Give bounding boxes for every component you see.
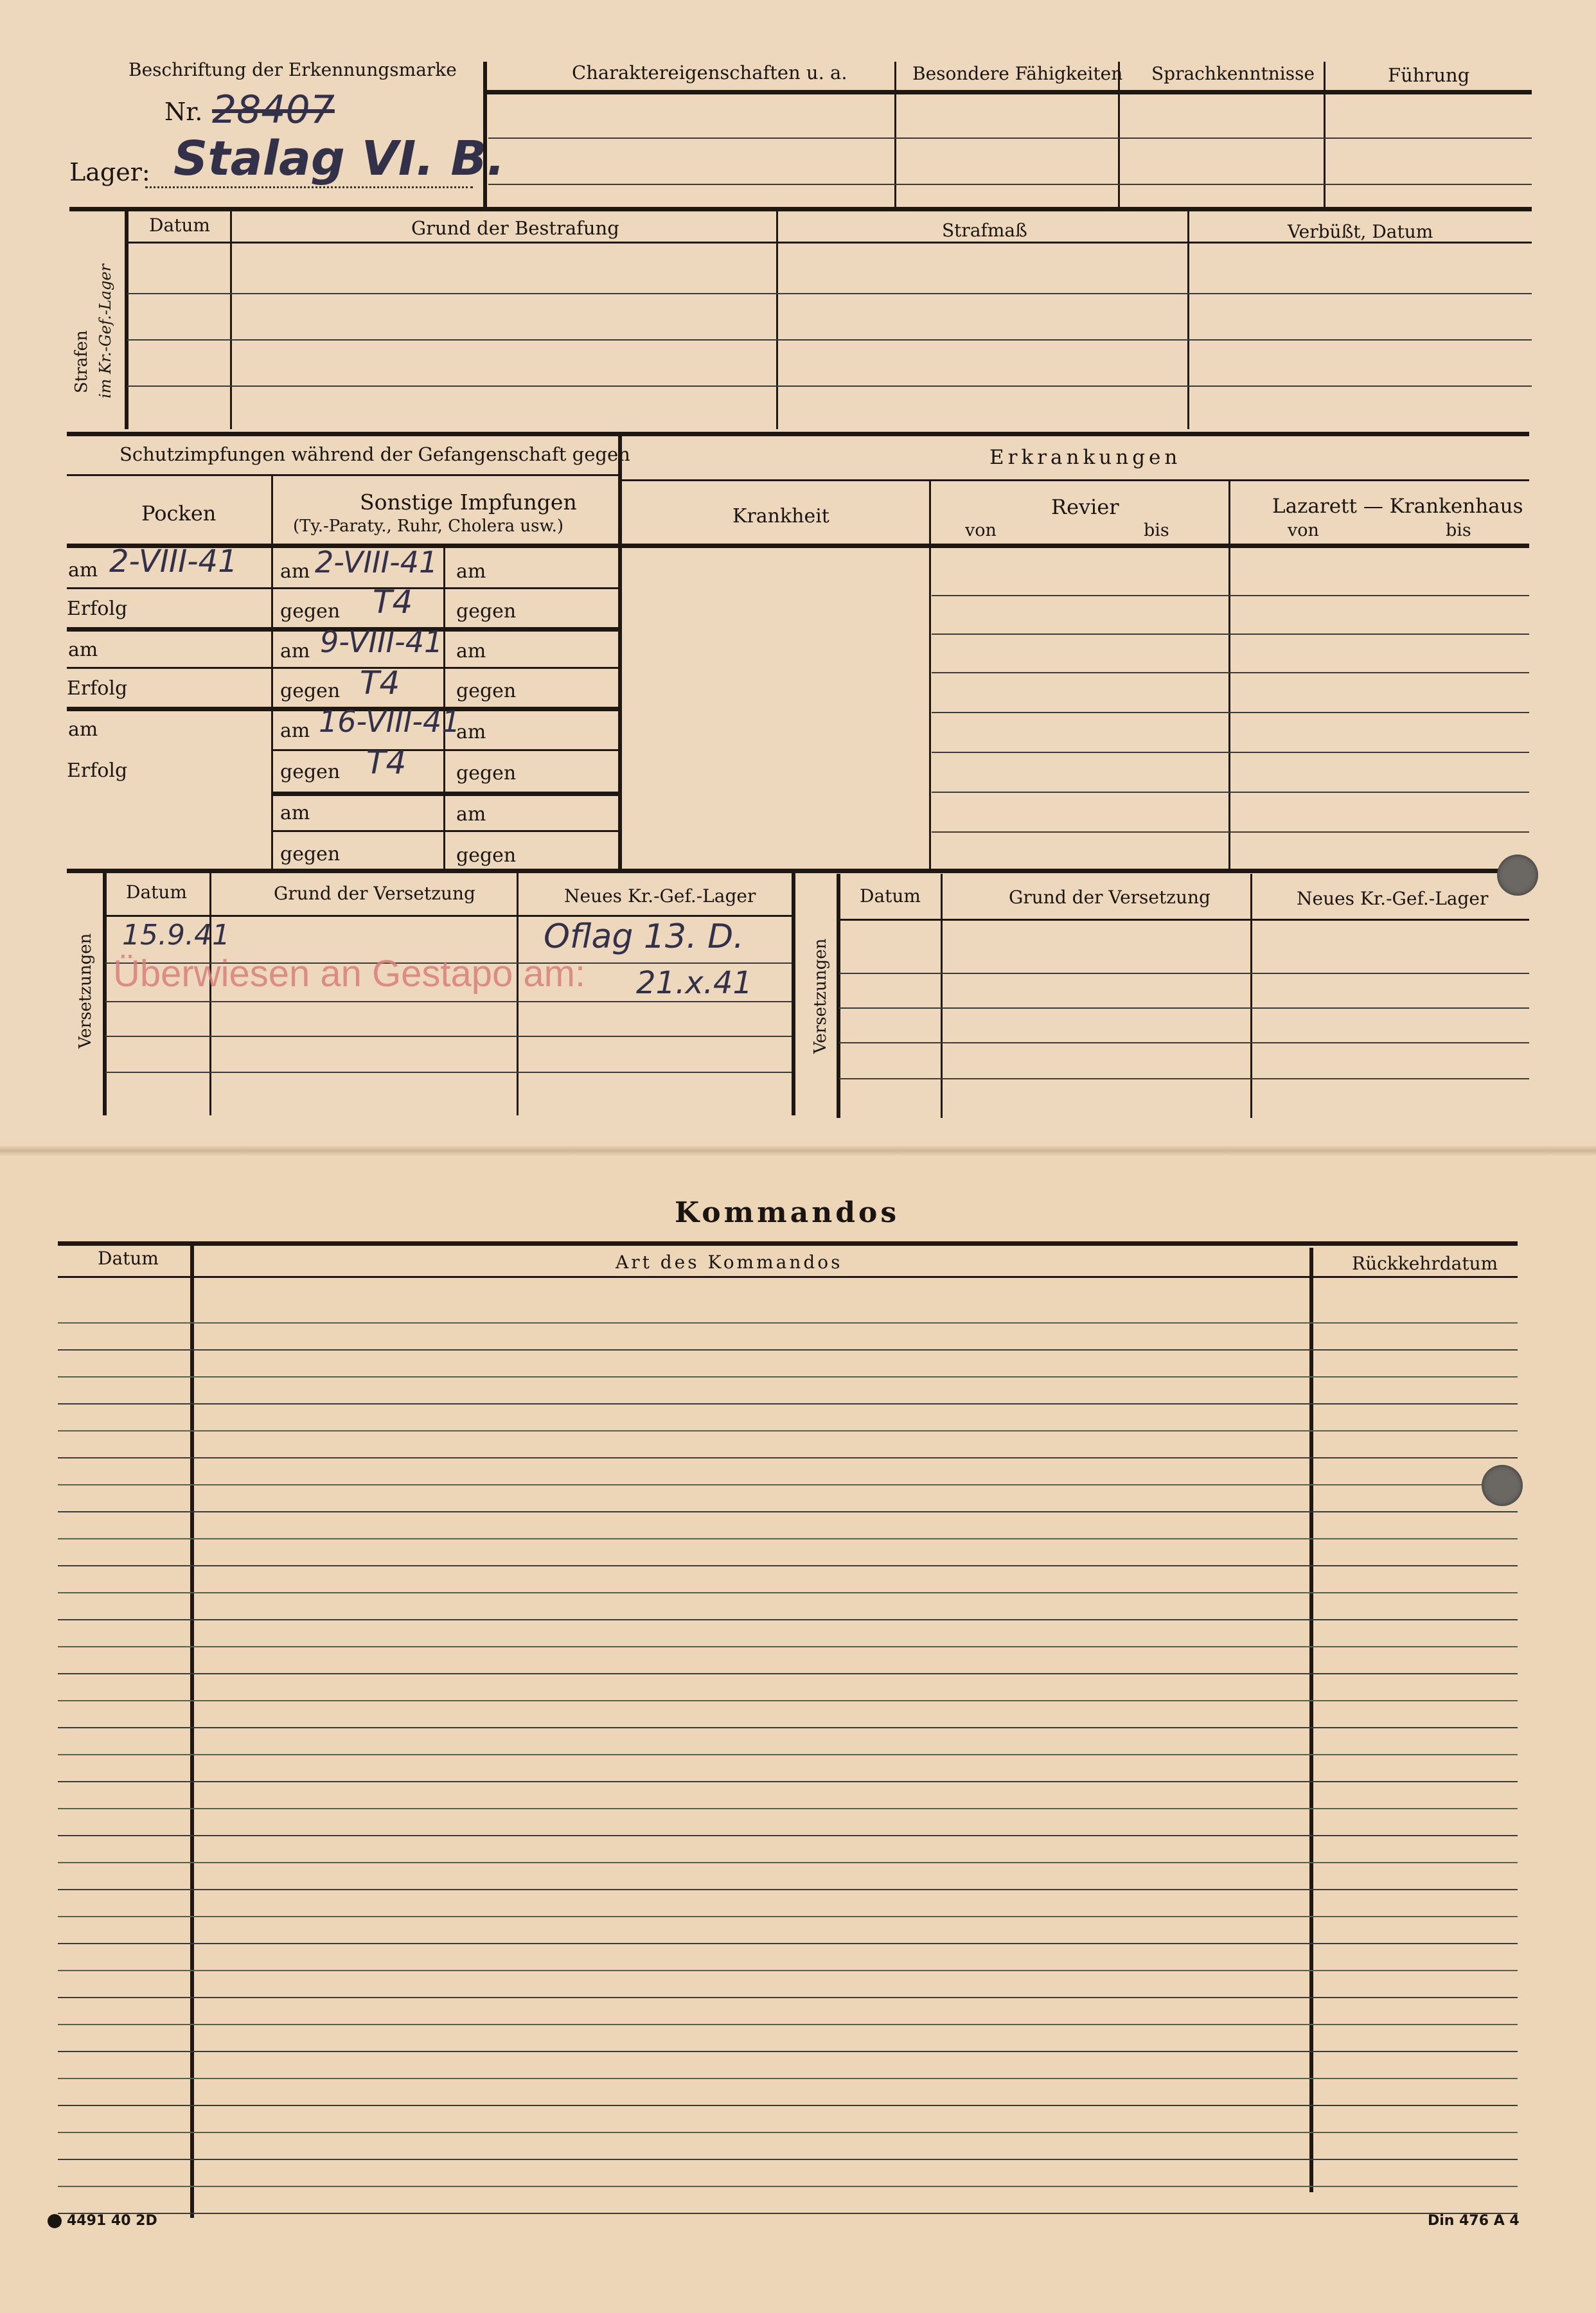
lager-dotted-line bbox=[145, 186, 473, 188]
kommandos-row-line bbox=[58, 1781, 1518, 1782]
kommandos-row-line bbox=[58, 1619, 1518, 1620]
kommandos-row-line bbox=[58, 1673, 1518, 1674]
other-against-1: T4 bbox=[373, 583, 413, 621]
other-am-7: am bbox=[456, 721, 486, 743]
other-date-3: 16-VIII-41 bbox=[319, 704, 461, 739]
pocken-am-3: am bbox=[68, 718, 98, 741]
other-gegen-5: gegen bbox=[456, 600, 517, 623]
other-gegen-1: gegen bbox=[280, 600, 341, 623]
kommandos-row-line bbox=[58, 1376, 1518, 1378]
kommandos-row-line bbox=[58, 1592, 1518, 1593]
lager-value: Stalag VI. B. bbox=[173, 131, 505, 186]
kommandos-row-line bbox=[58, 1754, 1518, 1755]
pocken-am-2: am bbox=[68, 639, 98, 661]
other-against-2: T4 bbox=[360, 664, 400, 702]
lager-label: Lager: bbox=[69, 158, 150, 186]
kommandos-row-line bbox=[58, 1808, 1518, 1809]
punish-side-label: Strafen bbox=[72, 330, 91, 393]
other-am-3: am bbox=[280, 720, 310, 742]
kommandos-row-line bbox=[58, 1430, 1518, 1431]
nr-label: Nr. bbox=[164, 98, 203, 126]
kommandos-title: Kommandos bbox=[675, 1196, 900, 1229]
vacc-other-sub: (Ty.-Paraty., Ruhr, Cholera usw.) bbox=[293, 517, 564, 536]
kommandos-kind-header: Art des Kommandos bbox=[616, 1252, 843, 1273]
footer-left: 4491 40 2D bbox=[67, 2213, 157, 2229]
kommandos-row-line bbox=[58, 1835, 1518, 1836]
other-gegen-6: gegen bbox=[456, 680, 517, 702]
card-back-bottom bbox=[0, 1156, 1596, 2313]
ill-heading: Erkrankungen bbox=[989, 446, 1182, 469]
pocken-am-1: am bbox=[68, 559, 98, 581]
transfer-date-header-right: Datum bbox=[860, 885, 921, 907]
other-gegen-3: gegen bbox=[280, 761, 341, 783]
ill-disease-header: Krankheit bbox=[732, 505, 829, 527]
other-gegen-2: gegen bbox=[280, 680, 341, 702]
kommandos-row-line bbox=[58, 1511, 1518, 1512]
footer-right: Din 476 A 4 bbox=[1428, 2213, 1520, 2229]
ill-lazarett-header: Lazarett — Krankenhaus bbox=[1272, 495, 1523, 518]
vacc-other-header: Sonstige Impfungen bbox=[360, 490, 577, 515]
kommandos-row-line bbox=[58, 2078, 1518, 2079]
kommandos-row-line bbox=[58, 2132, 1518, 2133]
other-am-5: am bbox=[456, 560, 486, 583]
kommandos-row-line bbox=[58, 1565, 1518, 1566]
other-am-6: am bbox=[456, 640, 486, 662]
vacc-heading: Schutzimpfungen während der Gefangenschaft gegen bbox=[120, 443, 630, 465]
other-gegen-8: gegen bbox=[456, 844, 517, 867]
punish-date-header: Datum bbox=[149, 215, 210, 236]
transfer-date-header-left: Datum bbox=[126, 882, 187, 903]
kommandos-row-line bbox=[58, 1727, 1518, 1728]
lang-header: Sprachkenntnisse bbox=[1151, 63, 1315, 84]
kommandos-row-line bbox=[58, 1970, 1518, 1971]
punish-reason-header: Grund der Bestrafung bbox=[411, 217, 619, 239]
ill-revier-header: Revier bbox=[1051, 495, 1119, 519]
transfer-entry-date: 15.9.41 bbox=[122, 919, 230, 952]
skills-header: Besondere Fähigkeiten bbox=[912, 63, 1123, 84]
tag-heading: Beschriftung der Erkennungsmarke bbox=[129, 59, 457, 80]
kommandos-row-line bbox=[58, 2105, 1518, 2106]
other-gegen-7: gegen bbox=[456, 762, 517, 784]
other-am-1: am bbox=[280, 560, 310, 583]
ill-revier-von: von bbox=[965, 520, 997, 540]
kommandos-row-line bbox=[58, 1349, 1518, 1351]
gestapo-stamp-date: 21.x.41 bbox=[636, 965, 753, 1001]
kommandos-row-line bbox=[58, 1484, 1518, 1485]
print-mark-icon bbox=[48, 2214, 62, 2228]
kommandos-row-line bbox=[58, 1646, 1518, 1647]
kommandos-row-line bbox=[58, 1889, 1518, 1890]
transfer-camp-header-right: Neues Kr.-Gef.-Lager bbox=[1297, 888, 1489, 909]
transfer-side-label-left: Versetzungen bbox=[76, 933, 95, 1049]
kommandos-date-header: Datum bbox=[98, 1248, 159, 1269]
kommandos-row-line bbox=[58, 1997, 1518, 1998]
transfer-reason-header-left: Grund der Versetzung bbox=[274, 883, 475, 904]
kommandos-row-line bbox=[58, 1916, 1518, 1917]
punish-side-label2: im Kr.-Gef.-Lager bbox=[96, 264, 114, 398]
kommandos-row-line bbox=[58, 1700, 1518, 1701]
ill-lazarett-von: von bbox=[1288, 520, 1319, 540]
pocken-erfolg-1: Erfolg bbox=[67, 598, 128, 620]
other-gegen-4: gegen bbox=[280, 843, 341, 865]
kommandos-row-line bbox=[58, 2213, 1518, 2214]
other-am-8: am bbox=[456, 803, 486, 826]
gestapo-stamp: Überwiesen an Gestapo am: bbox=[113, 953, 586, 995]
other-am-2: am bbox=[280, 640, 310, 662]
kommandos-row-line bbox=[58, 1322, 1518, 1324]
punish-served-header: Verbüßt, Datum bbox=[1288, 221, 1433, 242]
other-against-3: T4 bbox=[366, 744, 407, 781]
char-header: Charaktereigenschaften u. a. bbox=[572, 62, 847, 84]
punish-measure-header: Strafmaß bbox=[942, 220, 1027, 241]
vacc-pocken-header: Pocken bbox=[141, 501, 217, 526]
pocken-date-1: 2-VIII-41 bbox=[109, 544, 238, 580]
kommandos-return-header: Rückkehrdatum bbox=[1352, 1253, 1498, 1274]
kommandos-row-line bbox=[58, 1457, 1518, 1458]
conduct-header: Führung bbox=[1388, 64, 1470, 86]
punch-hole-bottom bbox=[1482, 1465, 1523, 1506]
kommandos-row-line bbox=[58, 1403, 1518, 1405]
other-date-2: 9-VIII-41 bbox=[320, 625, 443, 659]
fold-crease bbox=[0, 1146, 1596, 1157]
punch-hole-top bbox=[1497, 855, 1538, 896]
transfer-camp-header-left: Neues Kr.-Gef.-Lager bbox=[564, 885, 756, 907]
other-am-4: am bbox=[280, 802, 310, 824]
kommandos-row-line bbox=[58, 2024, 1518, 2025]
kommandos-row-line bbox=[58, 2051, 1518, 2052]
transfer-entry-camp: Oflag 13. D. bbox=[544, 917, 744, 956]
other-date-1: 2-VIII-41 bbox=[315, 545, 438, 580]
kommandos-row-line bbox=[58, 2159, 1518, 2160]
kommandos-row-line bbox=[58, 1862, 1518, 1863]
kommandos-row-line bbox=[58, 1538, 1518, 1539]
transfer-side-label-right: Versetzungen bbox=[811, 938, 830, 1054]
nr-value: 28407 bbox=[212, 87, 335, 132]
transfer-reason-header-right: Grund der Versetzung bbox=[1009, 887, 1210, 908]
ill-lazarett-bis: bis bbox=[1446, 520, 1471, 540]
kommandos-row-line bbox=[58, 2186, 1518, 2187]
pocken-erfolg-2: Erfolg bbox=[67, 677, 128, 700]
kommandos-row-line bbox=[58, 1943, 1518, 1944]
pocken-erfolg-3: Erfolg bbox=[67, 759, 128, 782]
ill-revier-bis: bis bbox=[1144, 520, 1169, 540]
